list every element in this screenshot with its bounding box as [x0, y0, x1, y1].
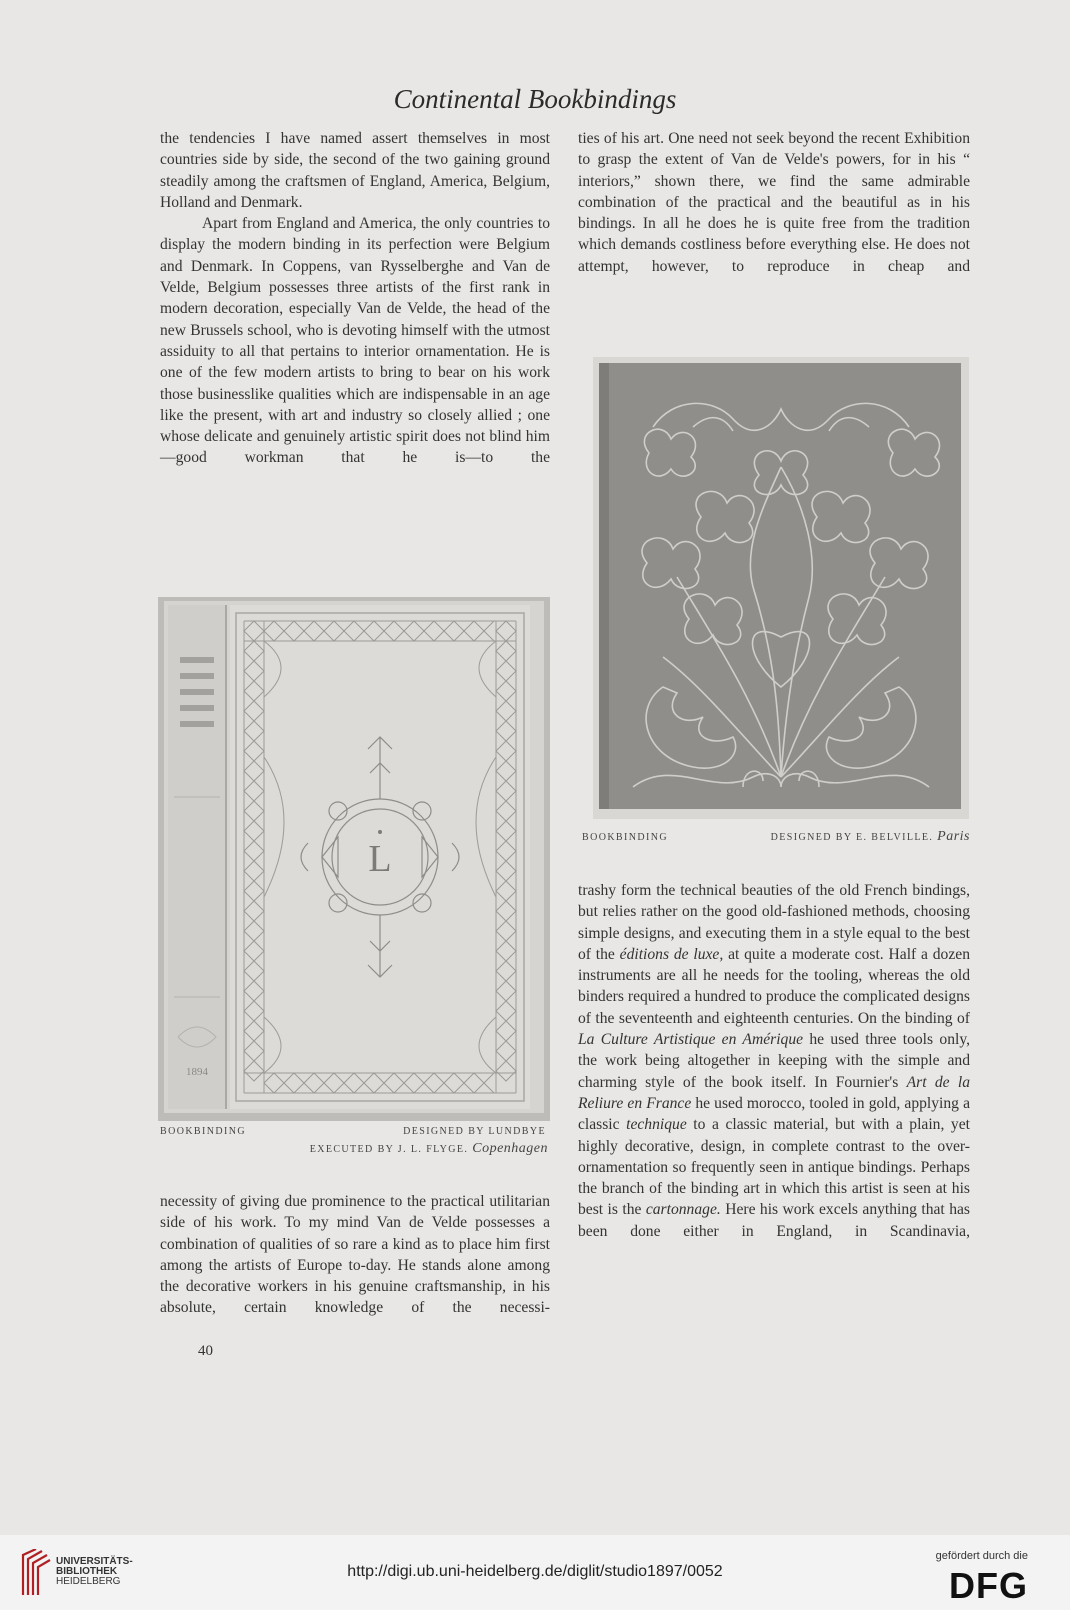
- caption-credit: DESIGNED BY LUNDBYE: [403, 1126, 546, 1137]
- library-line: HEIDELBERG: [56, 1576, 121, 1587]
- italic-run: La Culture Artistique en Amérique: [578, 1031, 804, 1049]
- sponsor-label: gefördert durch die: [935, 1550, 1028, 1562]
- italic-run: technique: [626, 1116, 687, 1134]
- italic-run: Art de la Reliure en France: [578, 1073, 970, 1112]
- permalink-url[interactable]: http://digi.ub.uni-heidelberg.de/diglit/studio1897/0052: [347, 1563, 723, 1580]
- footer-bar: [0, 1535, 1070, 1610]
- caption-label: BOOKBINDING: [582, 832, 668, 843]
- bookbinding-plate-belville: [593, 357, 969, 819]
- italic-run: cartonnage.: [645, 1201, 721, 1219]
- running-head: Continental Bookbindings: [393, 84, 677, 114]
- italic-run: éditions de luxe,: [619, 945, 724, 963]
- monogram: L: [368, 838, 392, 880]
- dfg-logo: DFG: [949, 1565, 1028, 1606]
- paragraph: [578, 880, 970, 1242]
- page-number: 40: [198, 1343, 213, 1359]
- text-run: to a classic material, but with a plain, yet highly decorative, design, in complete contrast to the over-ornamentation so frequently seen in antique bindings. Perhaps the branch of the binding art in which this artist is seen at his best is the: [578, 1116, 970, 1219]
- text-run: at quite a moderate cost. Half a dozen instruments are all he needs for the tooling, whereas the old binders required a hundred to produce the complicated designs of the seventeenth and eighteenth centuries. On the binding of: [578, 945, 970, 1027]
- paragraph: necessity of giving due prominence to the practical utilitarian side of his work. To my mind Van de Velde possesses a combination of qualities of so rare a kind as to place him first among the artists of Europe to-day. He stands alone among the decorative workers in his genuine craftsmanship, in his absolute, certain knowledge of the necessi-: [160, 1193, 550, 1317]
- spine-year: 1894: [186, 1066, 208, 1078]
- text-run: he used morocco, tooled in gold, applying a classic: [578, 1094, 970, 1134]
- caption-credit: EXECUTED BY J. L. FLYGE.: [309, 1144, 469, 1155]
- caption-credit: DESIGNED BY E. BELVILLE.: [770, 832, 934, 843]
- library-line: UNIVERSITÄTS-: [56, 1556, 133, 1567]
- text-run: he used three tools only, the work being altogether in keeping with the simple and charming style of the book itself. In Fournier's: [578, 1031, 971, 1091]
- caption-label: BOOKBINDING: [160, 1126, 246, 1137]
- right-column-bottom: [578, 880, 970, 1242]
- caption-place: Copenhagen: [472, 1141, 548, 1156]
- paragraph: the tendencies I have named assert themselves in most countries side by side, the second of the two gaining ground steadily among the craftsmen of England, America, Belgium, Holland and Denmark.: [160, 130, 550, 211]
- left-column-top: [160, 128, 550, 469]
- paragraph: Apart from England and America, the only countries to display the modern binding in its perfection were Belgium and Denmark. In Coppens, van Rysselberghe and Van de Velde, Belgium possesses three artists of the first rank in modern decoration, especially Van de Velde, the head of the new Brussels school, who is devoting himself with the utmost assiduity to all that pertains to interior ornamentation. He is one of the few modern artists to bring to bear on his work those businesslike qualities which are indispensable in an age like the present, with art and industry so closely allied ; one whose delicate and genuinely artistic spirit does not blind him—good workman that he is—to the: [160, 215, 550, 467]
- right-column-top: [578, 128, 970, 277]
- paragraph: ties of his art. One need not seek beyond the recent Exhibition to grasp the extent of Van de Velde's powers, for in his “ interiors,” shown there, we find the same admirable combination of the practical and the beautiful as in his bindings. In all he does he is quite free from the tradition which demands costliness before everything else. He does not attempt, however, to reproduce in cheap and: [578, 130, 970, 275]
- caption-left: [160, 1126, 548, 1137]
- bookbinding-plate-lundbye: [158, 597, 550, 1121]
- text-run: Here his work excels anything that has been done either in England, in Scandinavia,: [578, 1201, 970, 1240]
- caption-place: Paris: [937, 829, 970, 844]
- text-run: trashy form the technical beauties of the old French bindings, but relies rather on the good old-fashioned methods, choosing simple designs, and executing them in a style equal to the best of the: [578, 882, 970, 963]
- left-column-bottom: [160, 1191, 550, 1319]
- library-line: BIBLIOTHEK: [56, 1566, 118, 1577]
- caption-right: [582, 829, 970, 844]
- caption-left-line2: [160, 1141, 548, 1157]
